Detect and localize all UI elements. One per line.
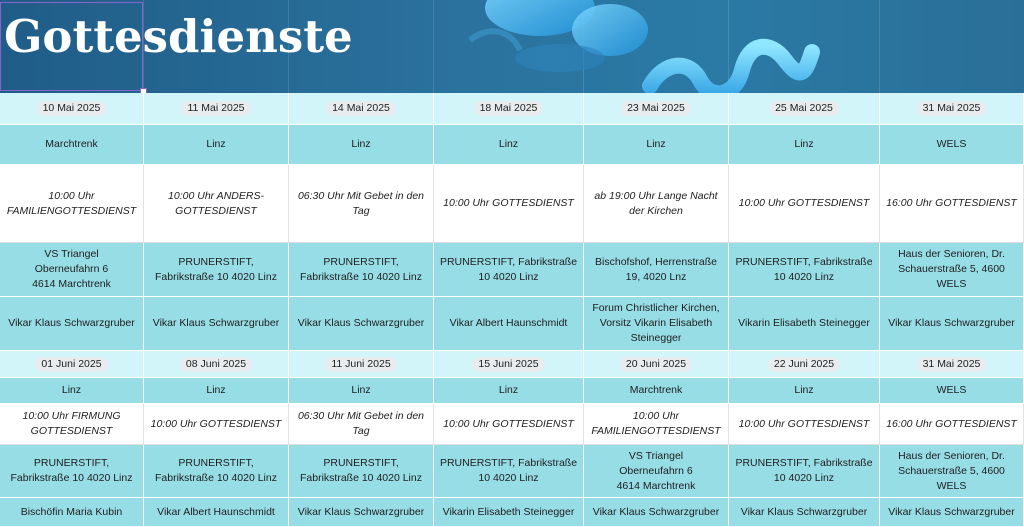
place-cell[interactable] [144, 125, 289, 165]
address-row [0, 445, 1024, 498]
place-cell[interactable] [434, 125, 584, 165]
cell-text-line: PRUNERSTIFT, Fabrikstraße [439, 255, 578, 268]
date-cell[interactable] [880, 351, 1024, 378]
time-cell[interactable] [584, 165, 729, 243]
cell-text: Linz [351, 138, 371, 150]
address-row [0, 243, 1024, 297]
place-cell[interactable] [0, 125, 144, 165]
cell-text-line: WELS [936, 278, 967, 290]
date-cell[interactable] [729, 351, 880, 378]
date-label: 14 Mai 2025 [326, 101, 396, 116]
time-cell[interactable] [434, 404, 584, 445]
cell-text-line: Vikar Klaus Schwarzgruber [888, 317, 1015, 329]
time-cell[interactable] [289, 404, 434, 445]
place-cell[interactable] [584, 125, 729, 165]
place-cell[interactable] [144, 378, 289, 404]
cell-text: WELS [936, 138, 967, 150]
date-cell[interactable] [584, 93, 729, 125]
cell-text: WELS [936, 384, 967, 396]
cell-text: Linz [351, 384, 371, 396]
cell-text-line: 19, 4020 Lnz [625, 270, 687, 283]
date-label: 11 Juni 2025 [325, 357, 396, 372]
cell-text-line: 06:30 Uhr Mit Gebet in den [297, 189, 425, 202]
cell-text-line: Vikar Klaus Schwarzgruber [888, 505, 1015, 518]
place-cell[interactable] [729, 125, 880, 165]
address-cell[interactable] [729, 445, 880, 498]
cell-text-line: PRUNERSTIFT, Fabrikstraße [735, 255, 873, 268]
date-label: 31 Mai 2025 [917, 101, 987, 116]
address-cell[interactable] [880, 243, 1024, 297]
date-label: 08 Juni 2025 [180, 357, 252, 372]
cell-text-line: Tag [352, 204, 370, 217]
page-title: Gottesdienste [4, 10, 353, 63]
time-row [0, 165, 1024, 243]
cell-text-line: Oberneufahrn 6 [34, 263, 109, 275]
time-cell[interactable] [729, 404, 880, 445]
address-cell[interactable] [434, 445, 584, 498]
cell-text-line: PRUNERSTIFT, [178, 255, 254, 268]
cell-text: Marchtrenk [45, 138, 98, 150]
person-cell[interactable] [729, 297, 880, 351]
cell-text-line: Vikar Klaus Schwarzgruber [592, 505, 720, 518]
cell-text-line: 10:00 Uhr GOTTESDIENST [443, 197, 574, 209]
cell-text-line: 10 4020 Linz [773, 270, 835, 283]
date-cell[interactable] [144, 351, 289, 378]
date-row [0, 93, 1024, 125]
time-cell[interactable] [0, 404, 144, 445]
date-label: 25 Mai 2025 [769, 101, 839, 116]
person-row [0, 297, 1024, 351]
address-cell[interactable] [0, 243, 144, 297]
date-label: 20 Juni 2025 [620, 357, 692, 372]
date-label: 31 Mai 2025 [917, 357, 987, 372]
date-label: 22 Juni 2025 [768, 357, 840, 372]
time-cell[interactable] [289, 165, 434, 243]
cell-text-line: PRUNERSTIFT, [323, 457, 399, 469]
cell-text: Marchtrenk [629, 384, 683, 396]
cell-text-line: Haus der Senioren, Dr. [898, 449, 1005, 462]
cell-text-line: GOTTESDIENST [30, 425, 113, 437]
cell-text-line: Bischöfin Maria Kubin [20, 505, 123, 518]
cell-text-line: PRUNERSTIFT, Fabrikstraße [439, 457, 578, 469]
person-cell[interactable] [0, 297, 144, 351]
place-cell[interactable] [880, 125, 1024, 165]
person-cell[interactable] [584, 498, 729, 527]
place-row [0, 125, 1024, 165]
date-cell[interactable] [144, 93, 289, 125]
address-cell[interactable] [144, 445, 289, 498]
date-label: 18 Mai 2025 [474, 101, 544, 116]
cell-text-line: Vikarin Elisabeth Steinegger [738, 317, 870, 329]
date-label: 01 Juni 2025 [35, 357, 107, 372]
person-cell[interactable] [289, 297, 434, 351]
cell-text-line: 10:00 Uhr FIRMUNG [22, 410, 121, 422]
address-cell[interactable] [584, 445, 729, 498]
cell-text: Linz [61, 384, 82, 396]
cell-text-line: 10 4020 Linz [773, 472, 835, 484]
date-cell[interactable] [880, 93, 1024, 125]
cell-text-line: 10 4020 Linz [478, 472, 539, 484]
time-row [0, 404, 1024, 445]
cell-text: Linz [206, 384, 226, 396]
cell-text-line: VS Triangel [628, 449, 684, 462]
cell-text-line: 06:30 Uhr Mit Gebet in den [297, 410, 425, 422]
place-cell[interactable] [729, 378, 880, 404]
place-cell[interactable] [434, 378, 584, 404]
date-cell[interactable] [289, 93, 434, 125]
cell-text-line: FAMILIENGOTTESDIENST [6, 204, 137, 217]
address-cell[interactable] [0, 445, 144, 498]
place-cell[interactable] [584, 378, 729, 404]
cell-text-line: 10:00 Uhr GOTTESDIENST [443, 417, 574, 430]
date-cell[interactable] [0, 93, 144, 125]
time-cell[interactable] [0, 165, 144, 243]
place-cell[interactable] [0, 378, 144, 404]
address-cell[interactable] [729, 243, 880, 297]
cell-text-line: Vikar Klaus Schwarzgruber [152, 317, 280, 329]
time-cell[interactable] [729, 165, 880, 243]
cell-text-line: Steinegger [630, 332, 682, 344]
date-cell[interactable] [289, 351, 434, 378]
cell-text-line: Fabrikstraße 10 4020 Linz [300, 270, 422, 283]
cell-text-line: 16:00 Uhr GOTTESDIENST [886, 417, 1017, 430]
cell-text: Linz [206, 138, 226, 150]
cell-text-line: Vorsitz Vikarin Elisabeth [599, 317, 713, 329]
date-cell[interactable] [729, 93, 880, 125]
cell-text-line: ab 19:00 Uhr Lange Nacht [594, 189, 718, 202]
person-cell[interactable] [434, 297, 584, 351]
cell-text-line: Vikar Klaus Schwarzgruber [297, 505, 425, 518]
cell-text: Linz [646, 138, 666, 150]
cell-text-line: PRUNERSTIFT, [33, 457, 110, 469]
cell-text-line: Vikar Albert Haunschmidt [157, 505, 275, 518]
cell-text-line: Fabrikstraße 10 4020 Linz [155, 472, 277, 484]
address-cell[interactable] [584, 243, 729, 297]
time-cell[interactable] [144, 165, 289, 243]
time-cell[interactable] [880, 165, 1024, 243]
cell-text-line: 10:00 Uhr GOTTESDIENST [738, 197, 870, 209]
date-cell[interactable] [0, 351, 144, 378]
address-cell[interactable] [289, 243, 434, 297]
cell-text-line: Oberneufahrn 6 [619, 464, 693, 477]
cell-text-line: FAMILIENGOTTESDIENST [591, 425, 721, 437]
cell-text: Linz [794, 384, 814, 396]
cell-text-line: PRUNERSTIFT, [178, 457, 254, 469]
cell-text-line: 10:00 Uhr [632, 410, 680, 422]
cell-text-line: 10:00 Uhr [48, 189, 95, 202]
cell-text-line: Vikar Klaus Schwarzgruber [297, 317, 425, 329]
address-cell[interactable] [434, 243, 584, 297]
person-cell[interactable] [434, 498, 584, 527]
person-cell[interactable] [584, 297, 729, 351]
header-banner [0, 0, 1024, 93]
date-label: 10 Mai 2025 [37, 101, 107, 116]
date-cell[interactable] [434, 93, 584, 125]
time-cell[interactable] [880, 404, 1024, 445]
cell-text-line: 10:00 Uhr GOTTESDIENST [150, 417, 282, 430]
cell-text: Linz [498, 384, 519, 396]
cell-text-line: VS Triangel [44, 248, 99, 260]
cell-text-line: PRUNERSTIFT, [323, 255, 399, 268]
date-label: 11 Mai 2025 [181, 101, 250, 116]
cell-text-line: Schauerstraße 5, 4600 [898, 263, 1005, 275]
cell-text-line: 10:00 Uhr GOTTESDIENST [738, 417, 870, 430]
date-cell[interactable] [434, 351, 584, 378]
person-cell[interactable] [729, 498, 880, 527]
time-cell[interactable] [584, 404, 729, 445]
cell-text-line: 16:00 Uhr GOTTESDIENST [886, 197, 1017, 209]
cell-text-line: Fabrikstraße 10 4020 Linz [10, 472, 133, 484]
place-cell[interactable] [289, 378, 434, 404]
cell-text-line: Vikar Klaus Schwarzgruber [8, 317, 135, 329]
cell-text-line: Forum Christlicher Kirchen, [592, 302, 720, 314]
cell-text-line: Schauerstraße 5, 4600 [898, 464, 1005, 477]
place-cell[interactable] [880, 378, 1024, 404]
person-cell[interactable] [880, 297, 1024, 351]
person-cell[interactable] [144, 297, 289, 351]
cell-text-line: 10 4020 Linz [478, 270, 539, 283]
person-cell[interactable] [144, 498, 289, 527]
place-cell[interactable] [289, 125, 434, 165]
cell-text-line: Vikar Albert Haunschmidt [449, 317, 568, 329]
cell-text-line: PRUNERSTIFT, Fabrikstraße [735, 457, 873, 469]
cell-text-line: 4614 Marchtrenk [32, 278, 111, 290]
cell-text-line: Haus der Senioren, Dr. [898, 248, 1005, 260]
cell-text-line: 10:00 Uhr ANDERS- [168, 189, 264, 202]
person-row [0, 498, 1024, 527]
place-row [0, 378, 1024, 404]
time-cell[interactable] [144, 404, 289, 445]
address-cell[interactable] [144, 243, 289, 297]
date-cell[interactable] [584, 351, 729, 378]
date-label: 23 Mai 2025 [621, 101, 691, 116]
cell-text: Linz [498, 138, 519, 150]
person-cell[interactable] [289, 498, 434, 527]
address-cell[interactable] [289, 445, 434, 498]
person-cell[interactable] [0, 498, 144, 527]
cell-text-line: Fabrikstraße 10 4020 Linz [155, 270, 277, 283]
cell-text-line: WELS [936, 479, 967, 492]
date-row [0, 351, 1024, 378]
cell-text: Linz [794, 138, 814, 150]
cell-text-line: 4614 Marchtrenk [616, 479, 696, 492]
cell-text-line: Vikarin Elisabeth Steinegger [442, 505, 575, 518]
date-label: 15 Juni 2025 [472, 357, 544, 372]
cell-text-line: GOTTESDIENST [175, 204, 257, 217]
cell-text-line: Bischofshof, Herrenstraße [595, 255, 717, 268]
cell-text-line: Fabrikstraße 10 4020 Linz [300, 472, 422, 484]
person-cell[interactable] [880, 498, 1024, 527]
cell-text-line: Vikar Klaus Schwarzgruber [740, 505, 868, 518]
cell-text-line: Tag [352, 425, 370, 437]
address-cell[interactable] [880, 445, 1024, 498]
time-cell[interactable] [434, 165, 584, 243]
cell-text-line: der Kirchen [629, 204, 683, 217]
